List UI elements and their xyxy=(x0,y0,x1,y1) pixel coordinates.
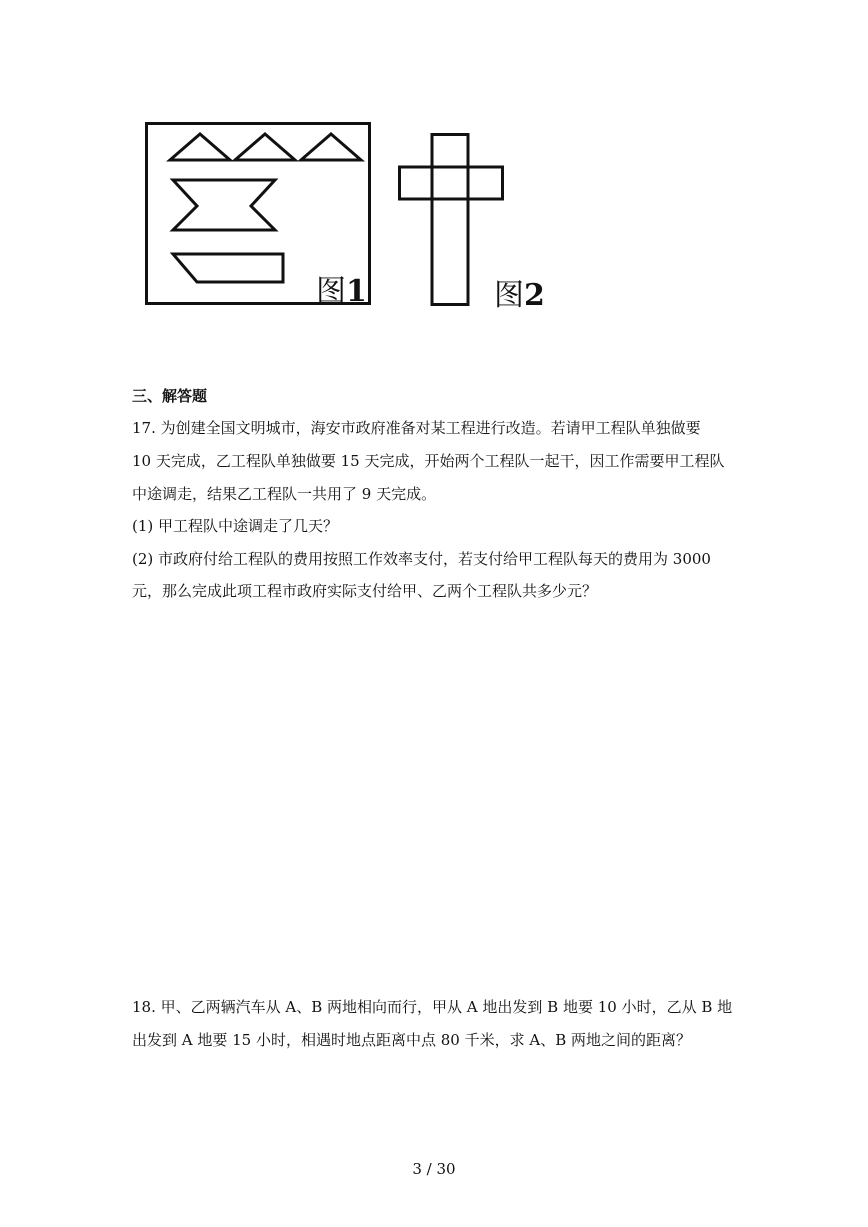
q17-subquestion-2-line-1: (2) 市政府付给工程队的费用按照工作效率支付，若支付给甲工程队每天的费用为 3000 xyxy=(132,550,711,568)
figure-2-label-number: 2 xyxy=(524,278,545,313)
cross-horizontal-bar xyxy=(400,167,503,199)
q17-subquestion-1: (1) 甲工程队中途调走了几天？ xyxy=(132,517,339,535)
figure-2-drawing xyxy=(398,133,506,307)
q17-line-1: 17. 为创建全国文明城市，海安市政府准备对某工程进行改造。若请甲工程队单独做要 xyxy=(132,419,701,437)
figure-2-label-char: 图 xyxy=(494,278,524,313)
q17-subquestion-2-line-2: 元，那么完成此项工程市政府实际支付给甲、乙两个工程队共多少元？ xyxy=(132,582,598,600)
triangle-shape-1 xyxy=(170,134,230,160)
q17-line-2: 10 天完成，乙工程队单独做要 15 天完成，开始两个工程队一起干，因工作需要甲工程队 xyxy=(132,452,725,470)
figure-2-label xyxy=(494,270,545,314)
q18-line-2: 出发到 A 地要 15 小时，相遇时地点距离中点 80 千米，求 A、B 两地之间的距离？ xyxy=(132,1031,692,1049)
figure-2 xyxy=(398,133,506,307)
figure-1 xyxy=(145,122,375,309)
bowtie-shape xyxy=(173,180,275,230)
q18-line-1: 18. 甲、乙两辆汽车从 A、B 两地相向而行，甲从 A 地出发到 B 地要 10 小时，乙从 B 地 xyxy=(132,998,733,1016)
cross-vertical-bar xyxy=(432,135,468,305)
triangle-shape-3 xyxy=(301,134,361,160)
figure-1-label-char: 图 xyxy=(316,274,346,309)
parallelogram-shape xyxy=(173,254,283,282)
q17-line-3: 中途调走，结果乙工程队一共用了 9 天完成。 xyxy=(132,485,437,503)
triangle-shape-2 xyxy=(235,134,295,160)
figure-1-label-number: 1 xyxy=(346,274,367,309)
figure-1-label xyxy=(316,266,367,310)
section-title: 三、解答题 xyxy=(132,387,208,405)
page-number: 3 / 30 xyxy=(412,1160,456,1178)
